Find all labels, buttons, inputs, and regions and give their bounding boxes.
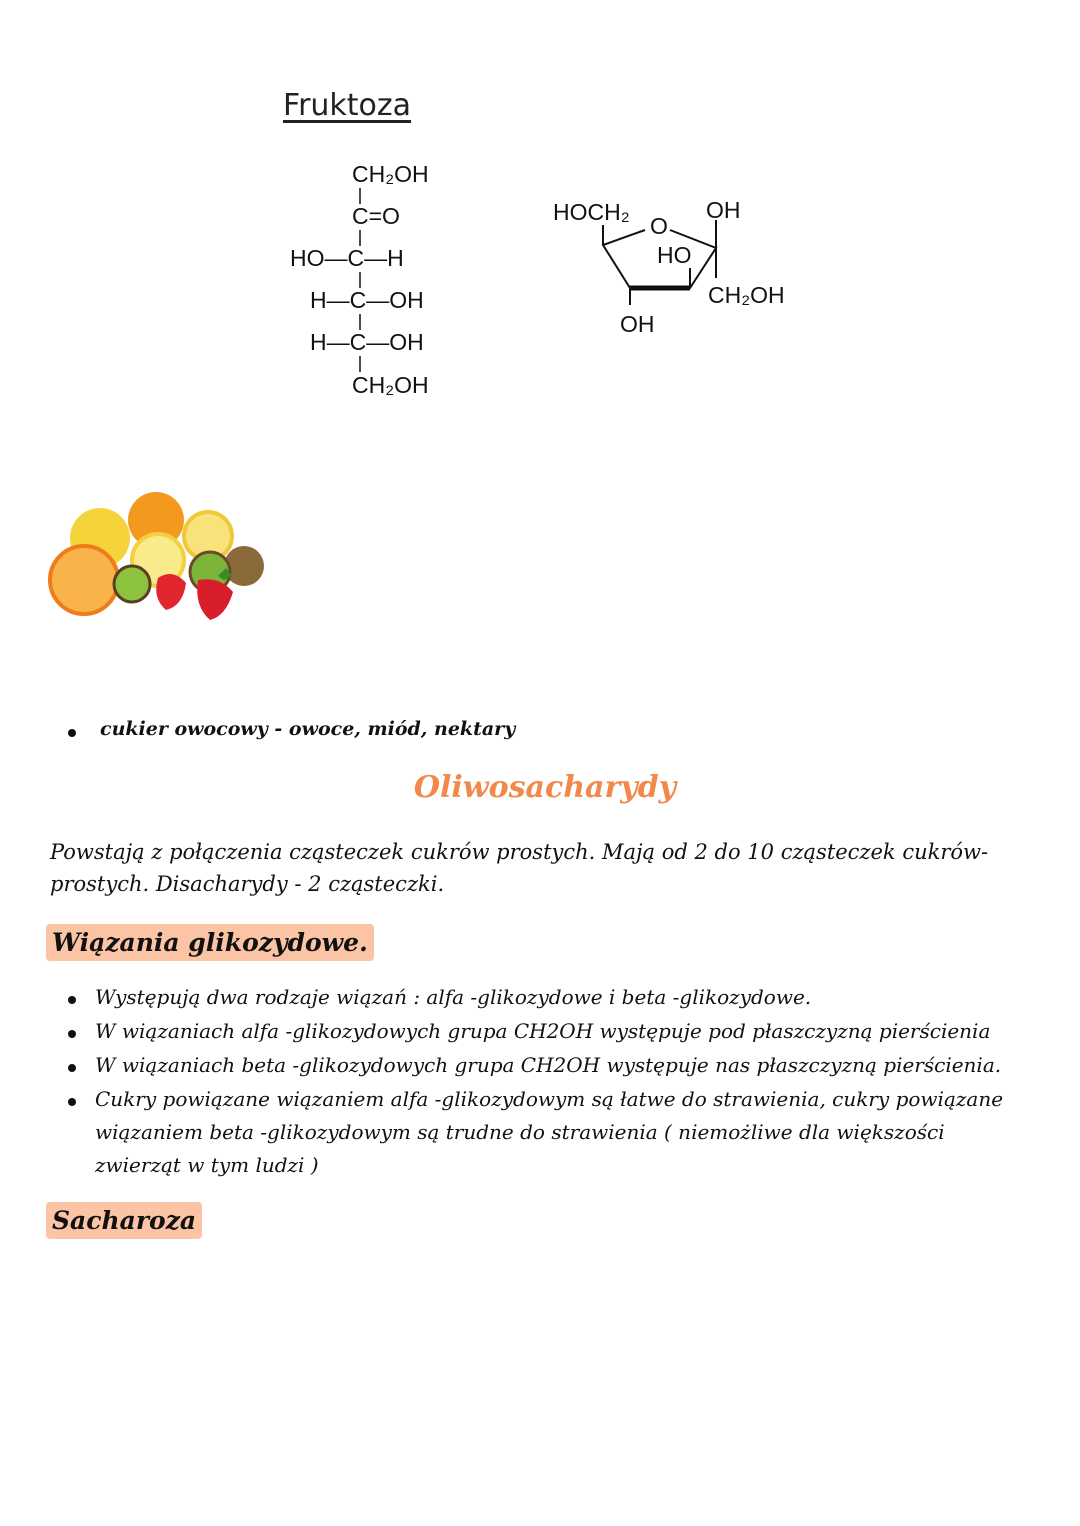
bond-bullet-4-line-3: zwierząt w tym ludzi ) [95, 1153, 319, 1177]
fischer-r3: HO—C—H [290, 245, 404, 271]
section-heading-glycosidic-bonds: Wiązania glikozydowe. [46, 924, 374, 961]
haworth-hoch2: HOCH₂ [553, 199, 630, 225]
fischer-c2: C=O [352, 203, 400, 229]
bond-bullet-1: Występują dwa rodzaje wiązań : alfa -glikozydowe i beta -glikozydowe. [95, 985, 812, 1009]
bond-bullet-3: W wiązaniach beta -glikozydowych grupa CH2OH występuje nas płaszczyzną pierścienia. [95, 1053, 1002, 1077]
haworth-oh-bottom: OH [620, 311, 655, 337]
fischer-projection [290, 161, 429, 398]
haworth-projection [553, 197, 785, 337]
fischer-top: CH₂OH [352, 161, 429, 187]
section-heading-sucrose: Sacharoza [46, 1202, 202, 1239]
haworth-ring-o: O [650, 213, 668, 239]
bullet-dot [68, 996, 76, 1004]
haworth-ho: HO [657, 242, 692, 268]
fischer-r4: H—C—OH [310, 287, 424, 313]
fischer-bottom: CH₂OH [352, 372, 429, 398]
fruit-image [48, 488, 268, 628]
bullet-dot [68, 729, 76, 737]
bullet-dot [68, 1030, 76, 1038]
fischer-r5: H—C—OH [310, 329, 424, 355]
paragraph-line-2: prostych. Disacharydy - 2 cząsteczki. [50, 872, 445, 896]
fructose-structures [270, 150, 830, 410]
paragraph-line-1: Powstają z połączenia cząsteczek cukrów prostych. Mają od 2 do 10 cząsteczek cukrów- [50, 840, 989, 864]
section-heading-oligosaccharides: Oliwosacharydy [413, 770, 677, 805]
haworth-oh-top: OH [706, 197, 741, 223]
bullet-dot [68, 1098, 76, 1106]
page-title: Fruktoza [283, 88, 412, 123]
bullet-dot [68, 1064, 76, 1072]
bond-bullet-4-line-2: wiązaniem beta -glikozydowym są trudne do strawienia ( niemożliwe dla większości [95, 1120, 945, 1144]
haworth-ch2oh: CH₂OH [708, 282, 785, 308]
fruit-sugar-bullet: cukier owocowy - owoce, miód, nektary [100, 718, 516, 740]
bond-bullet-4-line-1: Cukry powiązane wiązaniem alfa -glikozydowym są łatwe do strawienia, cukry powiązane [95, 1087, 1004, 1111]
bond-bullet-2: W wiązaniach alfa -glikozydowych grupa CH2OH występuje pod płaszczyzną pierścienia [95, 1019, 991, 1043]
